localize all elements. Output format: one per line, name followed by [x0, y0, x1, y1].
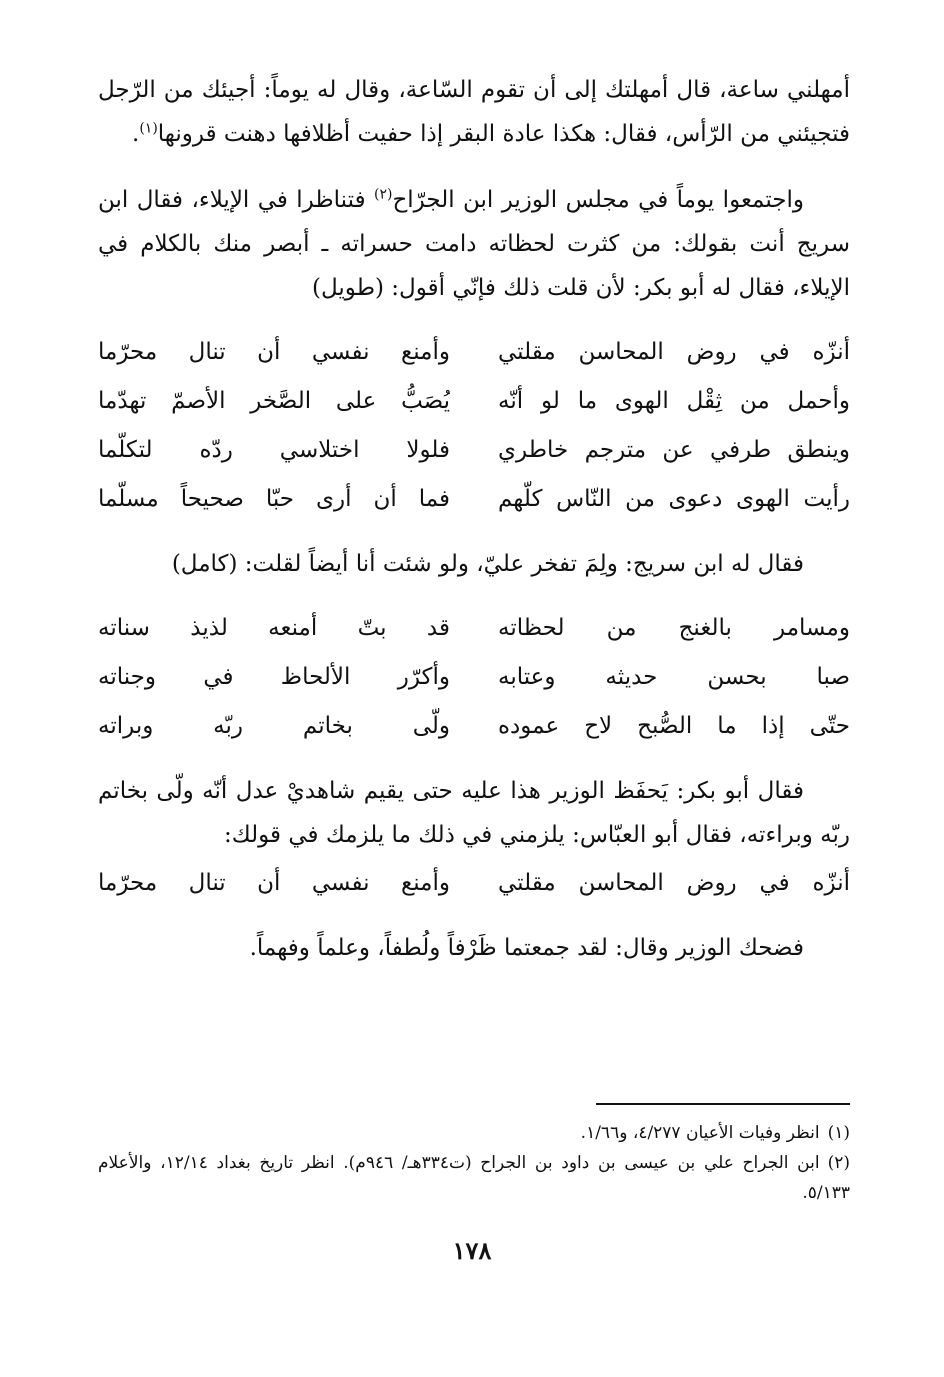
hemistich-second: قد بتّ أمنعه لذيذ سناته — [98, 615, 450, 641]
poem-1-verse — [98, 377, 850, 426]
footnote-ref-1[interactable]: (١) — [139, 120, 158, 137]
page-body — [98, 68, 850, 970]
paragraph-2 — [98, 178, 850, 310]
hemistich-second: ولّى بخاتم ربّه وبراته — [98, 713, 450, 739]
footnote-ref-2[interactable]: (٢) — [373, 186, 393, 203]
hemistich-first: حتّى إذا ما الصُّبح لاح عموده — [498, 713, 850, 739]
paragraph-1-end: . — [132, 121, 140, 147]
poem-1-verse — [98, 328, 850, 377]
paragraph-3: فقال له ابن سريج: ولِمَ تفخر عليّ، ولو شئت أنا أيضاً لقلت: (كامل) — [171, 551, 804, 577]
poem-2-verse — [98, 604, 850, 653]
poem-3-verse — [98, 859, 850, 908]
footnote-number: (١) — [827, 1123, 850, 1143]
hemistich-second: فما أن أرى حبّا صحيحاً مسلّما — [98, 486, 450, 512]
paragraph-1 — [98, 68, 850, 156]
footnote-divider — [596, 1103, 850, 1105]
footnote-item — [98, 1118, 850, 1148]
footnote-item — [98, 1148, 850, 1208]
hemistich-first: أنزّه في روض المحاسن مقلتي — [498, 870, 850, 896]
paragraph-2-text-a: واجتمعوا يوماً في مجلس الوزير ابن الجرّاح — [392, 187, 804, 213]
hemistich-first: صبا بحسن حديثه وعتابه — [498, 664, 850, 690]
paragraph-5: فضحك الوزير وقال: لقد جمعتما ظَرْفاً ولُطفاً، وعلماً وفهماً. — [249, 935, 804, 961]
poem-2-verse — [98, 653, 850, 702]
poem-1-verse — [98, 426, 850, 475]
hemistich-second: وأمنع نفسي أن تنال محرّما — [98, 870, 450, 896]
poem-2 — [98, 604, 850, 751]
hemistich-first: رأيت الهوى دعوى من النّاس كلّهم — [498, 486, 850, 512]
footnote-text: ابن الجراح علي بن عيسى بن داود بن الجراح (ت٣٣٤هـ/ ٩٤٦م). انظر تاريخ بغداد ١٢/١٤، والأعلام ٥/١٣٣. — [98, 1153, 850, 1203]
hemistich-second: يُصَبُّ على الصَّخر الأصمّ تهدّما — [98, 388, 450, 414]
hemistich-second: وأمنع نفسي أن تنال محرّما — [98, 339, 450, 365]
hemistich-first: ومسامر بالغنج من لحظاته — [498, 615, 850, 641]
paragraph-1-text: أمهلني ساعة، قال أمهلتك إلى أن تقوم السّاعة، وقال له يوماً: أجيئك من الرّجل فتجيئني من الرّأس، فقال: هكذا عادة البقر إذا حفيت أظلافها دهنت قرونها — [98, 77, 850, 147]
poem-1 — [98, 328, 850, 524]
hemistich-second: وأكرّر الألحاظ في وجناته — [98, 664, 450, 690]
paragraph-2-text-b: فتناظرا في الإيلاء، فقال ابن سريج أنت بقولك: من كثرت لحظاته دامت حسراته ـ أبصر منك بالكلام في الإيلاء، فقال له أبو بكر: لأن قلت ذلك فإنّي أقول: (طويل) — [98, 187, 850, 301]
page-number: ١٧٨ — [452, 1236, 492, 1265]
paragraph-4: فقال أبو بكر: يَحفَظ الوزير هذا عليه حتى يقيم شاهديْ عدل أنّه ولّى بخاتم ربّه وبراءته، فقال أبو العبّاس: يلزمني في ذلك ما يلزمك في قولك: — [98, 778, 850, 848]
poem-2-verse — [98, 702, 850, 751]
poem-1-verse — [98, 475, 850, 524]
hemistich-first: وأحمل من ثِقْل الهوى ما لو أنّه — [498, 388, 850, 414]
hemistich-first: أنزّه في روض المحاسن مقلتي — [498, 339, 850, 365]
footnotes — [98, 1118, 850, 1208]
hemistich-first: وينطق طرفي عن مترجم خاطري — [498, 437, 850, 463]
footnote-number: (٢) — [827, 1153, 850, 1173]
footnote-text: انظر وفيات الأعيان ٤/٢٧٧، و١/٦٦. — [580, 1123, 820, 1143]
hemistich-second: فلولا اختلاسي ردّه لتكلّما — [98, 437, 450, 463]
